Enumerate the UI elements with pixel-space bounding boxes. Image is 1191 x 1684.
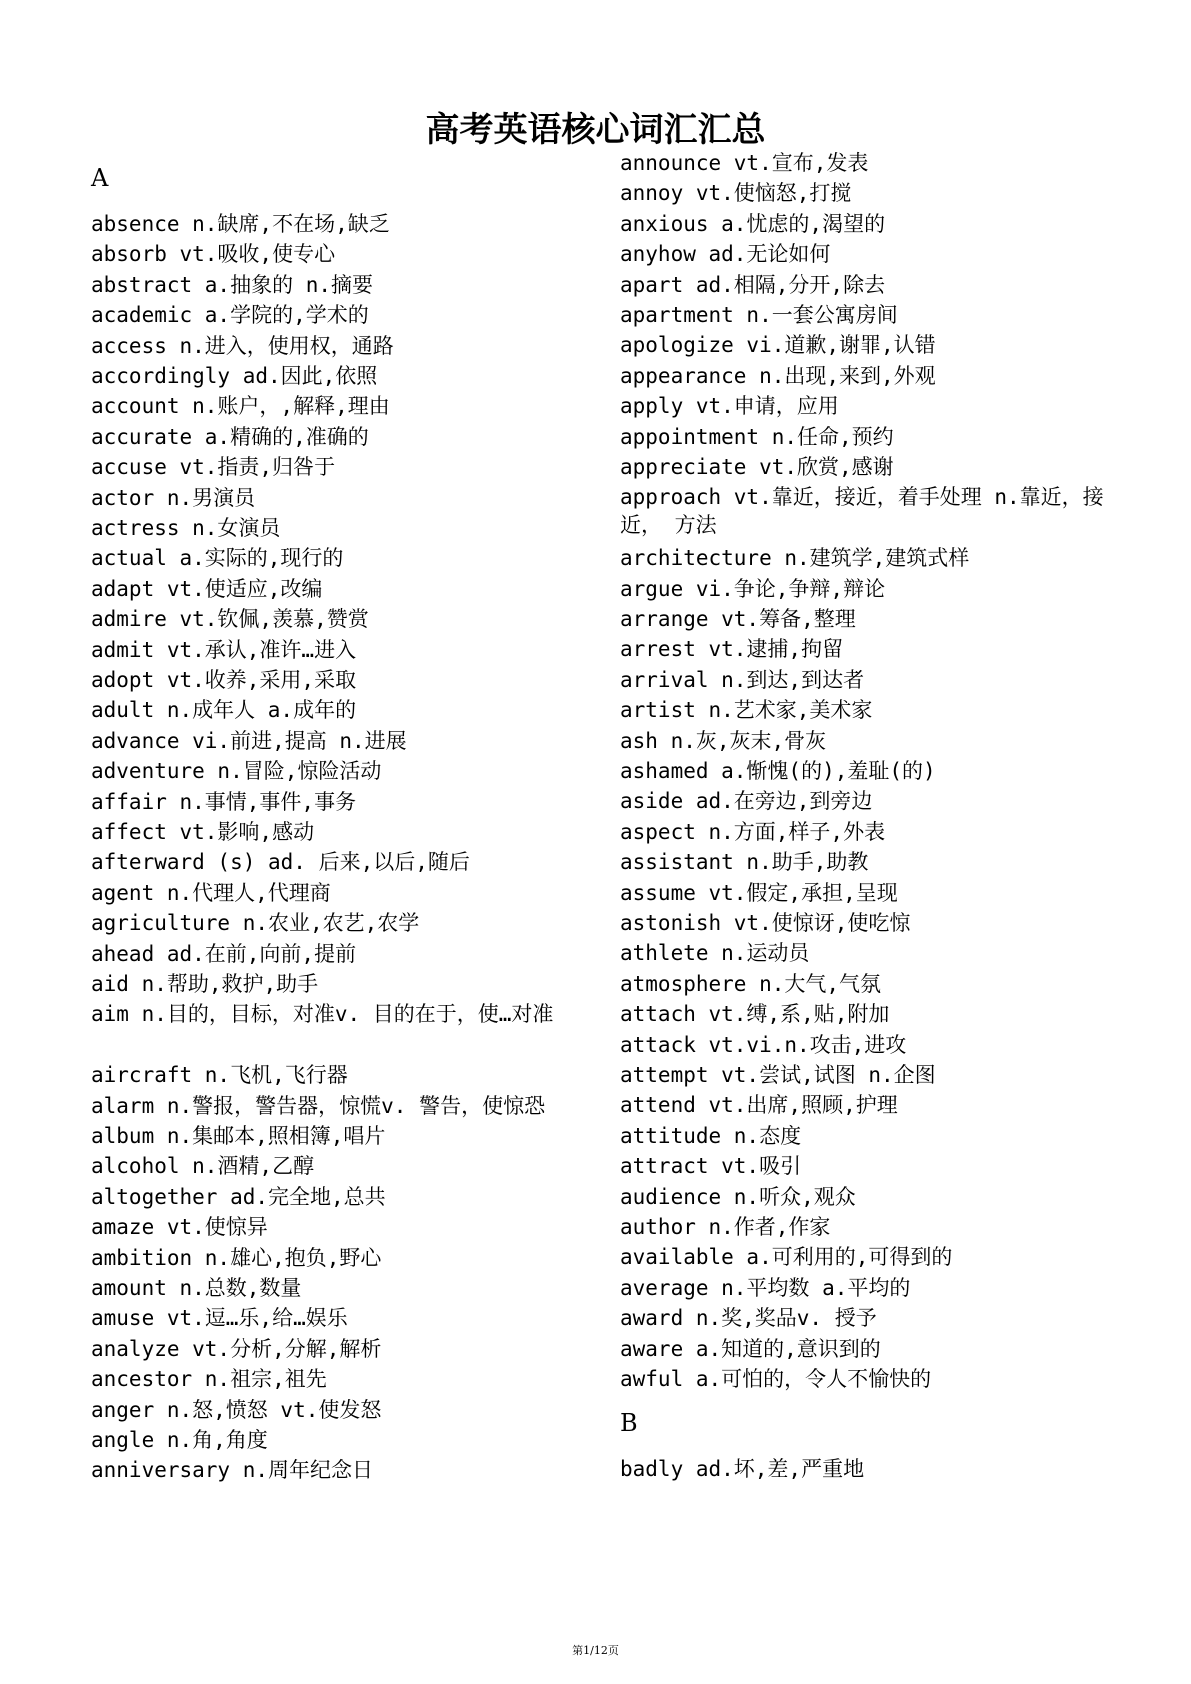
vocab-entry: access n.进入，使用权，通路 (91, 333, 394, 358)
vocab-entry: agent n.代理人,代理商 (91, 880, 331, 905)
vocab-entry: aid n.帮助,救护,助手 (91, 972, 319, 996)
vocab-entry: alcohol n.酒精,乙醇 (91, 1154, 315, 1179)
vocab-entry: anxious a.忧虑的,渴望的 (620, 211, 886, 236)
vocab-entry: available a.可利用的,可得到的 (620, 1245, 953, 1270)
vocab-entry: anger n.怒,愤怒 vt.使发怒 (91, 1397, 382, 1422)
vocab-entry: amuse vt.逗…乐,给…娱乐 (91, 1306, 348, 1331)
vocab-entry: adopt vt.收养,采用,采取 (91, 668, 357, 692)
vocab-entry: absence n.缺席,不在场,缺乏 (91, 212, 390, 236)
vocab-entry: anyhow ad.无论如何 (620, 242, 831, 267)
vocab-entry: appearance n.出现,来到,外观 (620, 363, 936, 388)
vocab-entry: astonish vt.使惊讶,使吃惊 (620, 911, 911, 935)
vocab-entry: attack vt.vi.n.攻击,进攻 (620, 1032, 907, 1057)
vocab-entry: approach vt.靠近，接近，着手处理 n.靠近，接近， 方法 (620, 485, 1104, 538)
vocab-entry: award n.奖,奖品v. 授予 (620, 1306, 877, 1331)
vocab-entry: album n.集邮本,照相簿,唱片 (91, 1124, 386, 1148)
vocab-entry: appointment n.任命,预约 (620, 424, 894, 449)
vocab-entry: arrival n.到达,到达者 (620, 667, 865, 692)
vocab-entry: appreciate vt.欣赏,感谢 (620, 455, 894, 479)
vocab-entry: ashamed a.惭愧(的),羞耻(的) (620, 759, 936, 783)
vocab-entry: adapt vt.使适应,改编 (91, 576, 323, 601)
page-title: 高考英语核心词汇汇总 (425, 110, 766, 150)
vocab-entry: adventure n.冒险,惊险活动 (91, 759, 382, 784)
vocab-entry: abstract a.抽象的 n.摘要 (91, 272, 374, 297)
vocab-entry: arrest vt.逮捕,拘留 (620, 637, 844, 662)
vocab-entry: ahead ad.在前,向前,提前 (91, 941, 357, 966)
vocab-entry: apart ad.相隔,分开,除去 (620, 272, 886, 297)
vocab-entry: actress n.女演员 (91, 516, 281, 540)
vocab-entry: account n.账户，,解释,理由 (91, 394, 390, 419)
vocab-entry: alarm n.警报，警告器，惊慌v. 警告，使惊恐 (91, 1093, 546, 1118)
vocab-entry: ancestor n.祖宗,祖先 (91, 1367, 327, 1392)
vocab-entry: argue vi.争论,争辩,辩论 (620, 576, 886, 601)
vocab-entry: analyze vt.分析,分解,解析 (91, 1336, 382, 1361)
vocab-entry: actor n.男演员 (91, 485, 256, 510)
vocab-entry: artist n.艺术家,美术家 (620, 698, 873, 723)
vocab-entry: architecture n.建筑学,建筑式样 (620, 546, 970, 571)
vocab-entry: accurate a.精确的,准确的 (91, 424, 369, 449)
vocab-entry: athlete n.运动员 (620, 941, 810, 966)
vocab-entry: aside ad.在旁边,到旁边 (620, 789, 873, 814)
section-heading-b: B (620, 1409, 638, 1437)
vocab-entry: ash n.灰,灰末,骨灰 (620, 728, 827, 753)
vocab-entry: assistant n.助手,助教 (620, 850, 869, 875)
vocab-entry: aware a.知道的,意识到的 (620, 1336, 881, 1361)
vocab-entry: apartment n.一套公寓房间 (620, 303, 898, 327)
vocab-entry: affect vt.影响,感动 (91, 820, 315, 844)
vocab-entry: advance vi.前进,提高 n.进展 (91, 728, 407, 753)
vocab-entry: audience n.听众,观众 (620, 1184, 856, 1209)
vocab-entry: announce vt.宣布,发表 (620, 151, 869, 175)
vocab-entry: affair n.事情,事件,事务 (91, 789, 357, 814)
vocab-entry: afterward (s) ad. 后来,以后,随后 (91, 850, 470, 875)
vocab-entry: adult n.成年人 a.成年的 (91, 698, 357, 723)
section-heading-a: A (91, 164, 109, 192)
vocab-entry: academic a.学院的,学术的 (91, 303, 369, 328)
vocab-entry: assume vt.假定,承担,呈现 (620, 880, 898, 905)
vocab-entry: atmosphere n.大气,气氛 (620, 971, 882, 996)
vocab-entry: apply vt.申请，应用 (620, 394, 839, 419)
vocab-entry: anniversary n.周年纪念日 (91, 1458, 374, 1483)
vocab-entry: apologize vi.道歉,谢罪,认错 (620, 333, 936, 358)
vocab-entry: average n.平均数 a.平均的 (620, 1275, 911, 1300)
vocab-entry: awful a.可怕的，令人不愉快的 (620, 1367, 932, 1391)
page-footer: 第1/12页 (572, 1644, 619, 1657)
vocab-entry: admit vt.承认,准许…进入 (91, 637, 357, 662)
vocab-entry: annoy vt.使恼怒,打搅 (620, 181, 852, 206)
vocab-entry: attitude n.态度 (620, 1123, 802, 1148)
vocab-entry: ambition n.雄心,抱负,野心 (91, 1245, 382, 1270)
vocab-entry: accordingly ad.因此,依照 (91, 364, 378, 388)
vocab-entry: altogether ad.完全地,总共 (91, 1184, 386, 1209)
vocab-entry: attach vt.缚,系,贴,附加 (620, 1002, 890, 1027)
vocab-entry: author n.作者,作家 (620, 1215, 831, 1239)
vocab-entry: aspect n.方面,样子,外表 (620, 819, 886, 844)
vocab-entry: agriculture n.农业,农艺,农学 (91, 911, 420, 936)
vocab-entry: accuse vt.指责,归咎于 (91, 455, 336, 480)
vocab-entry: attempt vt.尝试,试图 n.企图 (620, 1063, 936, 1087)
vocab-entry: admire vt.钦佩,羡慕,赞赏 (91, 607, 369, 632)
vocab-entry: amount n.总数,数量 (91, 1276, 302, 1300)
vocab-entry: badly ad.坏,差,严重地 (620, 1457, 865, 1481)
vocab-entry: amaze vt.使惊异 (91, 1215, 268, 1240)
vocab-entry: absorb vt.吸收,使专心 (91, 242, 336, 267)
vocab-entry: arrange vt.筹备,整理 (620, 607, 856, 631)
vocab-entry: aim n.目的，目标，对准v. 目的在于，使…对准 (91, 1002, 554, 1027)
vocab-entry: attend vt.出席,照顾,护理 (620, 1093, 898, 1118)
vocab-entry: actual a.实际的,现行的 (91, 546, 344, 571)
vocab-entry: angle n.角,角度 (91, 1428, 268, 1452)
vocab-entry: attract vt.吸引 (620, 1154, 802, 1179)
vocab-entry: aircraft n.飞机,飞行器 (91, 1063, 348, 1088)
